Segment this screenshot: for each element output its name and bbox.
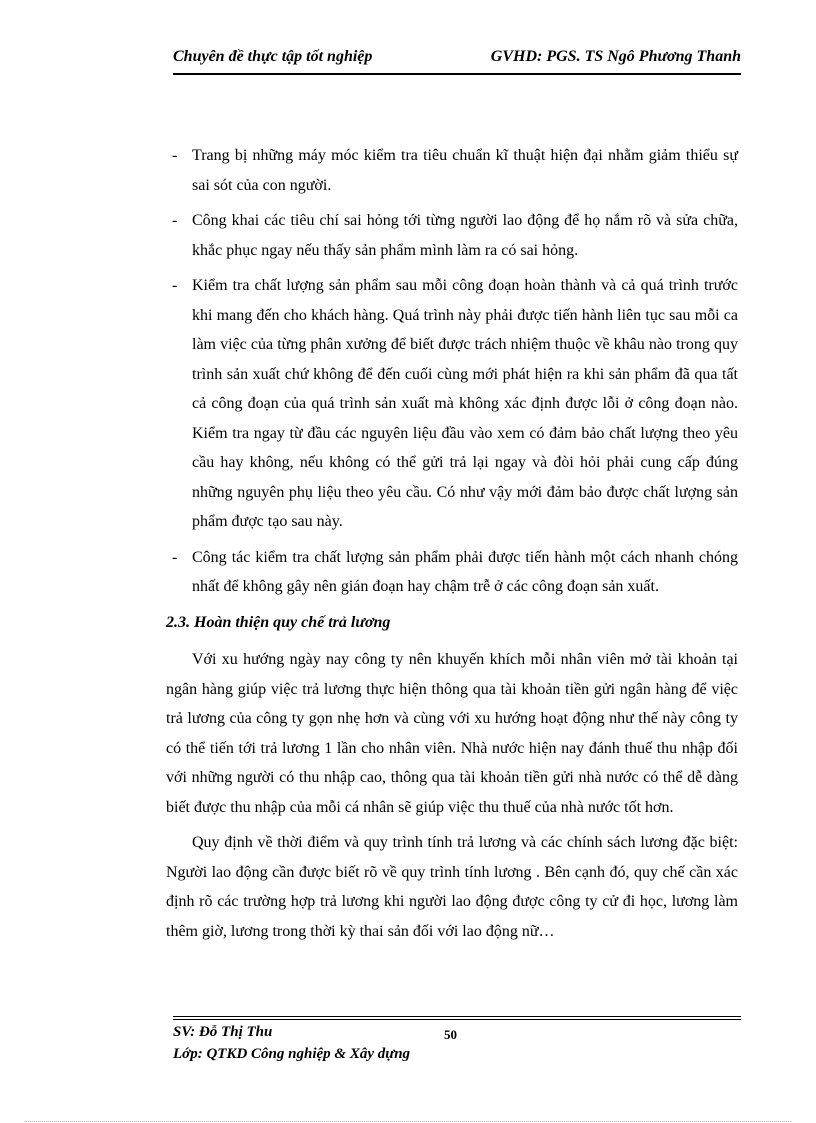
body-paragraph: Với xu hướng ngày nay công ty nên khuyến khích mỗi nhân viên mở tài khoản tại ngân hàng giúp việc trả lương thực hiện thông qua tài khoản tiền gửi ngân hàng để việc trả lương của công ty gọn nhẹ hơn và cùng với xu hướng hoạt động như thế này công ty có thể tiến tới trả lương 1 lần cho nhân viên. Nhà nước hiện nay đánh thuế thu nhập đối với những người có thu nhập cao, thông qua tài khoản tiền gửi nhà nước có thể dễ dàng biết được thu nhập của mỗi cá nhân sẽ giúp việc thu thuế của nhà nước tốt hơn. — [166, 651, 738, 816]
page-footer — [173, 1021, 741, 1065]
body-paragraph: Quy định về thời điểm và quy trình tính trả lương và các chính sách lương đặc biệt: Người lao động cần được biết rõ về quy trình tính lương . Bên cạnh đó, quy chế cần xác định rõ các trường hợp trả lương khi người lao động được công ty cử đi học, lương làm thêm giờ, lương trong thời kỳ thai sản đối với lao động nữ… — [166, 834, 738, 940]
footer-class: Lớp: QTKD Công nghiệp & Xây dựng — [173, 1046, 411, 1062]
section-heading: 2.3. Hoàn thiện quy chế trả lương — [166, 613, 391, 631]
bullet-text: Công tác kiểm tra chất lượng sản phẩm phải được tiến hành một cách nhanh chóng nhất để không gây nên gián đoạn hay chậm trễ ở các công đoạn sản xuất. — [192, 548, 738, 595]
bullet-text: Kiểm tra chất lượng sản phẩm sau mỗi công đoạn hoàn thành và cả quá trình trước khi mang đến cho khách hàng. Quá trình này phải được tiến hành liên tục sau mỗi ca làm việc của từng phân xưởng để biết được trách nhiệm thuộc về khâu nào trong quy trình sản xuất chứ không để đến cuối cùng mới phát hiện ra khi sản phẩm đã qua tất cả công đoạn của quá trình sản xuất mà không xác định được lỗi ở công đoạn nào. Kiểm tra ngay từ đầu các nguyên liệu đầu vào xem có đảm bảo chất lượng theo yêu cầu hay không, nếu không có thể gửi trả lại ngay và đòi hỏi phải cung cấp đúng những nguyên phụ liệu theo yêu cầu. Có như vậy mới đảm bảo được chất lượng sản phẩm được tạo sau này. — [192, 277, 738, 530]
bullet-item — [166, 271, 738, 537]
header-title: Chuyên đề thực tập tốt nghiệp — [173, 48, 373, 65]
bullet-marker: - — [172, 548, 178, 566]
footer-student: SV: Đỗ Thị Thu — [173, 1024, 273, 1040]
bullet-item — [166, 141, 738, 200]
footer-divider-bottom — [173, 1019, 741, 1020]
page-header — [173, 48, 741, 72]
page-edge-dotted-line — [25, 1121, 791, 1122]
bullet-text: Trang bị những máy móc kiểm tra tiêu chuẩn kĩ thuật hiện đại nhằm giảm thiểu sự sai sót của con người. — [192, 147, 738, 194]
page-body — [166, 141, 738, 952]
bullet-marker: - — [172, 277, 178, 294]
bullet-marker: - — [172, 212, 178, 229]
bullet-text: Công khai các tiêu chí sai hỏng tới từng người lao động để họ nắm rõ và sửa chữa, khắc phục ngay nếu thấy sản phẩm mình làm ra có sai hỏng. — [192, 212, 738, 259]
bullet-item — [166, 206, 738, 265]
bullet-marker: - — [172, 147, 178, 164]
footer-divider-top — [173, 1016, 741, 1017]
bullet-item — [166, 543, 738, 602]
header-advisor: GVHD: PGS. TS Ngô Phương Thanh — [490, 48, 741, 65]
header-divider — [173, 73, 741, 75]
page-number: 50 — [444, 1027, 457, 1042]
